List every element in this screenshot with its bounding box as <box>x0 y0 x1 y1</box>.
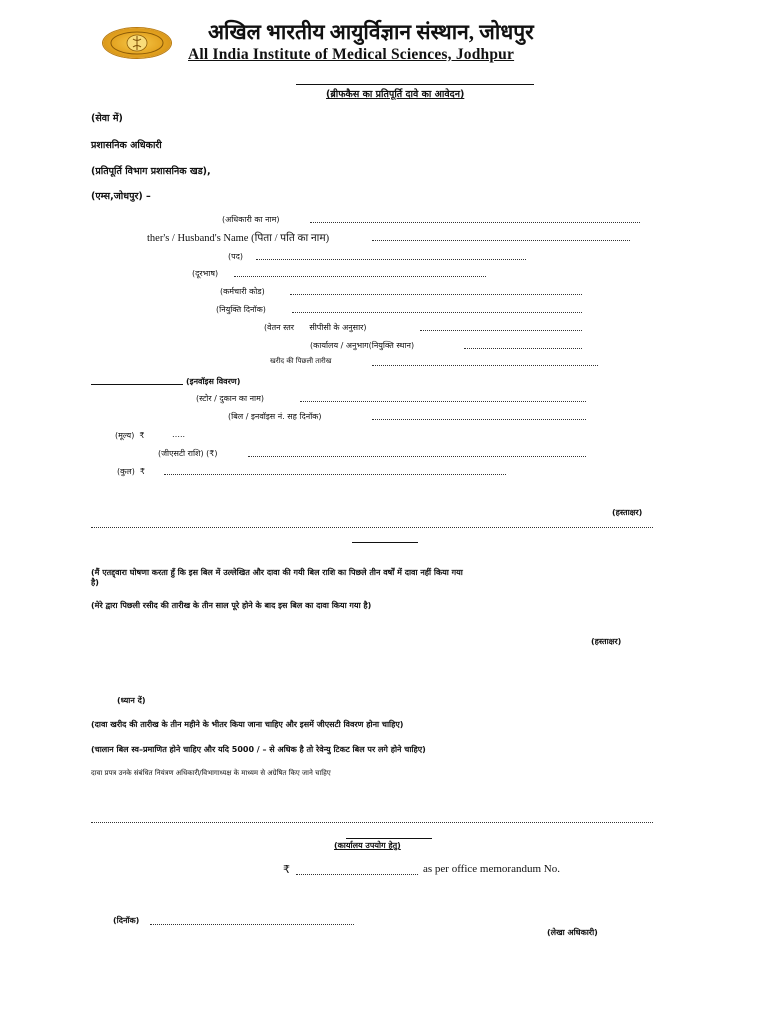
name-label: (अधिकारी का नाम) <box>222 215 280 224</box>
separator-short <box>352 542 418 543</box>
father-field[interactable] <box>372 240 630 241</box>
father-label: ther's / Husband's Name (पिता / पति का नाम) <box>147 233 330 244</box>
separator-2 <box>91 822 653 823</box>
office-label: (कार्यालय / अनुभाग(नियुक्ति स्थान) <box>310 341 415 350</box>
title-rule <box>296 84 534 85</box>
pay-level-label: (वेतन स्तर सीपीसी के अनुसार) <box>264 323 367 332</box>
price-label: (मूल्य) ₹ <box>115 431 145 440</box>
phone-label: (दूरभाष) <box>192 269 219 278</box>
post-field[interactable] <box>256 259 526 260</box>
gst-field[interactable] <box>248 456 586 457</box>
emp-code-label: (कर्मचारी कोड) <box>220 287 265 296</box>
declaration-line-1b: है) <box>91 578 99 587</box>
pay-level-field[interactable] <box>420 330 582 331</box>
memorandum-text: as per office memorandum No. <box>423 863 560 875</box>
separator-1 <box>91 527 653 528</box>
post-label: (पद) <box>228 252 244 261</box>
price-field[interactable]: ….. <box>172 430 186 439</box>
last-purchase-label: खरीद की पिछली तारीख <box>270 357 332 365</box>
address-officer: प्रशासनिक अधिकारी <box>91 140 162 151</box>
note-1: (दावा खरीद की तारीख के तीन महीने के भीतर किया जाना चाहिए और इसमें जीएसटी विवरण होना चाहिए) <box>91 720 404 729</box>
emp-code-field[interactable] <box>290 294 582 295</box>
name-field[interactable] <box>310 222 640 223</box>
store-field[interactable] <box>300 401 586 402</box>
last-purchase-field[interactable] <box>372 365 598 366</box>
declaration-line-1: (मैं एतद्द्वारा घोषणा करता हुँ कि इस बिल में उल्लेखित और दावा की गयी बिल राशि का पिछले तीन वर्षों में दावा नहीं किया गया <box>91 568 463 577</box>
amount-prefix: ₹ <box>283 864 290 876</box>
address-department: (प्रतिपूर्ति विभाग प्रशासनिक खड), <box>91 166 211 177</box>
phone-field[interactable] <box>234 276 486 277</box>
logo-emblem-icon <box>103 28 171 58</box>
bill-field[interactable] <box>372 419 586 420</box>
office-use-rule <box>346 838 432 839</box>
note-2: (चालान बिल स्व–प्रमाणित होने चाहिए और यदि 5000 / – से अधिक है तो रेवेन्यु टिकट बिल पर लगे होने चाहिए) <box>91 745 426 754</box>
office-field[interactable] <box>464 348 582 349</box>
total-label: (कुल) ₹ <box>117 467 145 476</box>
date-field[interactable] <box>150 924 354 925</box>
aiims-logo <box>103 28 171 58</box>
store-label: (स्टोर / दुकान का नाम) <box>196 394 265 403</box>
invoice-rule <box>91 384 183 385</box>
amount-field[interactable] <box>296 874 418 875</box>
appointment-date-field[interactable] <box>292 312 582 313</box>
office-use-heading: (कार्यालय उपयोग हेतु) <box>334 841 401 850</box>
gst-label: (जीएसटी राशि) (₹) <box>158 449 218 458</box>
signature-label-1: (हस्ताक्षर) <box>612 508 643 517</box>
accounts-officer-label: (लेखा अधिकारी) <box>547 928 598 937</box>
form-title: (ब्रीफकैस का प्रतिपूर्ति दावे का आवेदन) <box>326 89 465 100</box>
appointment-date-label: (नियुक्ति दिनॉक) <box>216 305 266 314</box>
total-field[interactable] <box>164 474 506 475</box>
date-label: (दिनॉक) <box>113 916 140 925</box>
signature-label-2: (हस्ताक्षर) <box>591 637 622 646</box>
notes-heading: (ध्यान दें) <box>117 696 146 705</box>
invoice-section-label: (इनवॉइस विवरण) <box>186 377 241 386</box>
declaration-line-2: (मेरे द्वारा पिछली रसीद की तारीख के तीन साल पूरे होने के बाद इस बिल का दावा किया गया है) <box>91 601 372 610</box>
header-english-title: All India Institute of Medical Sciences, Jodhpur <box>188 46 515 63</box>
header-hindi-title: अखिल भारतीय आयुर्विज्ञान संस्थान, जोधपुर <box>208 20 534 44</box>
bill-label: (बिल / इनवॉइस नं. सह दिनॉक) <box>228 412 322 421</box>
address-place: (एम्स,जोधपुर) – <box>91 191 151 202</box>
note-3: दावा प्रपत्र उनके संबंधित नियंत्रण अधिकारी/विभागाध्यक्ष के माध्यम से अग्रेषित किए जाने चाहिए <box>91 769 331 777</box>
address-to: (सेवा में) <box>91 113 123 124</box>
